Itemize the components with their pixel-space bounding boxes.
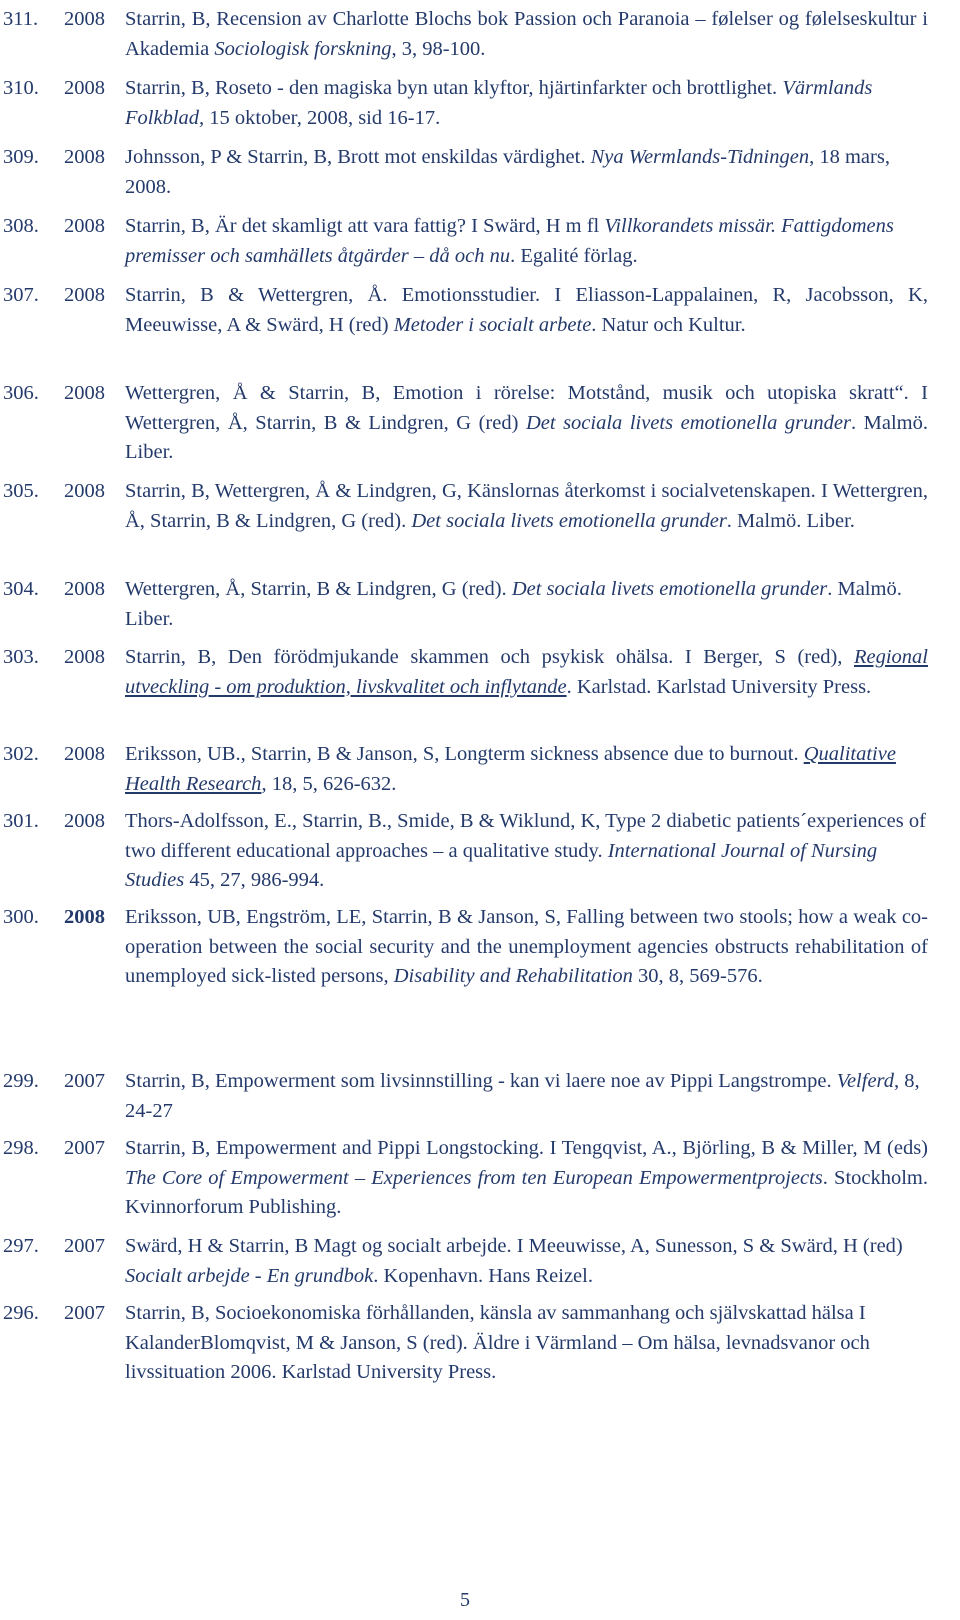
citation-text: , 3, 98-100. (391, 37, 486, 60)
entry-citation (125, 281, 928, 340)
entry-year: 2008 (64, 146, 105, 168)
entry-number: 305. (3, 480, 39, 502)
entry-year: 2008 (64, 578, 105, 600)
citation-title: Disability and Rehabilitation (393, 965, 633, 987)
entry-number: 296. (3, 1302, 39, 1324)
entry-citation (125, 143, 928, 202)
entry-number: 310. (3, 77, 39, 99)
citation-text: Starrin, B, Roseto - den magiska byn utan klyftor, hjärtinfarkter och brottlighet. (125, 77, 783, 99)
citation-text: Thors-Adolfsson, E., Starrin, B., Smide, B & Wiklund, K, Type 2 diabetic patients´experiences of two different educational approaches – a qualitative study. (125, 810, 926, 862)
citation-text: Swärd, H & Starrin, B Magt og socialt arbejde. I Meeuwisse, A, Sunesson, S & Swärd, H (red) (125, 1235, 903, 1257)
entry-number: 301. (3, 810, 39, 832)
citation-text: Eriksson, UB., Starrin, B & Janson, S, Longterm sickness absence due to burnout. (125, 743, 804, 765)
entry-number: 304. (3, 578, 39, 600)
entry-year: 2008 (64, 906, 105, 928)
entry-citation (125, 575, 928, 634)
entry-number: 307. (3, 284, 39, 306)
entry-year: 2008 (64, 810, 105, 832)
citation-title: Det sociala livets emotionella grunder (411, 509, 727, 532)
citation-text: Starrin, B, Wettergren, Å & Lindgren, G, Känslornas återkomst i socialvetenskapen. I Wettergren, Å, Starrin, B & Lindgren, G (red). (125, 480, 928, 532)
entry-citation (125, 212, 928, 271)
citation-text: , 18, 5, 626-632. (261, 772, 397, 795)
citation-text: . Malmö. Liber. (726, 509, 855, 532)
entry-citation (125, 74, 928, 133)
entry-citation (125, 807, 928, 896)
entry-year: 2008 (64, 480, 105, 502)
entry-number: 311. (3, 8, 39, 30)
citation-text: . Stockholm. Kvinnorforum Publishing. (125, 1166, 928, 1218)
entry-citation (125, 1134, 928, 1223)
citation-text: Starrin, B, Socioekonomiska förhållanden, känsla av sammanhang och självskattad hälsa I KalanderBlomqvist, M & Janson, S (red). Äldre i Värmland – Om hälsa, levnadsvanor och livssituation 2006. Karlstad University Press. (125, 1302, 870, 1383)
citation-text: 15 oktober, 2008, sid 16-17. (204, 106, 441, 129)
entry-year: 2007 (64, 1235, 105, 1257)
citation-title: Det sociala livets emotionella grunder (525, 411, 851, 434)
citation-title: The Core of Empowerment – Experiences from ten European Empowermentprojects (125, 1166, 823, 1189)
citation-text: . Malmö. Liber. (125, 578, 902, 630)
entry-year: 2007 (64, 1302, 105, 1324)
citation-text: Starrin, B, Recension av Charlotte Blochs bok Passion och Paranoia – følelser og følelseskultur i Akademia (125, 8, 928, 60)
citation-text: . Malmö. Liber. (125, 411, 929, 463)
entry-year: 2008 (64, 8, 105, 30)
citation-text: Starrin, B, Är det skamligt att vara fattig? I Swärd, H m fl (125, 215, 605, 237)
citation-text: . Egalité förlag. (510, 244, 638, 267)
entry-number: 303. (3, 646, 39, 668)
entry-number: 309. (3, 146, 39, 168)
citation-title: Nya Wermlands-Tidningen (590, 146, 810, 168)
entry-citation (125, 903, 928, 992)
entry-citation (125, 5, 928, 64)
entry-citation (125, 1299, 928, 1388)
citation-text: . Kopenhavn. Hans Reizel. (373, 1264, 593, 1287)
entry-year: 2008 (64, 215, 105, 237)
citation-text: , 18 mars, 2008. (125, 146, 890, 198)
citation-title: Metoder i socialt arbete (393, 313, 592, 336)
citation-text: Johnsson, P & Starrin, B, Brott mot enskildas värdighet. (125, 146, 591, 168)
citation-text: 45, 27, 986-994. (184, 869, 325, 891)
entry-citation (125, 643, 928, 702)
citation-text: . Karlstad. Karlstad University Press. (566, 675, 872, 698)
citation-text: Starrin, B & Wettergren, Å. Emotionsstudier. I Eliasson-Lappalainen, R, Jacobsson, K, Meeuwisse, A & Swärd, H (red) (125, 284, 928, 336)
citation-title: International Journal of Nursing Studies (125, 839, 878, 891)
citation-title: Det sociala livets emotionella grunder (511, 578, 828, 600)
entry-number: 298. (3, 1137, 39, 1159)
citation-text: Eriksson, UB, Engström, LE, Starrin, B & Janson, S, Falling between two stools; how a weak co-operation between the social security and the unemployment agencies obstructs rehabilitation of unemployed sick-listed persons, (125, 906, 928, 987)
entry-year: 2008 (64, 743, 105, 765)
citation-title: Regional utveckling - om produktion, livskvalitet och inflytande (125, 646, 928, 698)
entry-year: 2007 (64, 1137, 105, 1159)
entry-number: 299. (3, 1070, 39, 1092)
citation-text: Starrin, B, Empowerment and Pippi Longstocking. I Tengqvist, A., Björling, B & Miller, M (eds) (125, 1137, 928, 1159)
entry-citation (125, 1232, 928, 1291)
citation-text: Starrin, B, Den förödmjukande skammen och psykisk ohälsa. I Berger, S (red), (125, 646, 854, 668)
entry-citation (125, 1067, 928, 1126)
citation-text: 30, 8, 569-576. (632, 965, 763, 987)
entry-year: 2008 (64, 382, 105, 404)
citation-text: . Natur och Kultur. (591, 313, 746, 336)
page-number: 5 (460, 1589, 470, 1611)
entry-year: 2008 (64, 646, 105, 668)
entry-year: 2008 (64, 77, 105, 99)
entry-citation (125, 379, 928, 468)
entry-number: 302. (3, 743, 39, 765)
citation-text: Starrin, B, Empowerment som livsinnstilling - kan vi laere noe av Pippi Langstrompe. (125, 1070, 837, 1092)
entry-number: 306. (3, 382, 39, 404)
citation-text: Wettergren, Å, Starrin, B & Lindgren, G (red). (125, 578, 512, 600)
citation-text: , 8, 24-27 (125, 1070, 920, 1122)
citation-title: Socialt arbejde - En grundbok (125, 1264, 374, 1287)
citation-title: Qualitative Health Research (125, 743, 896, 795)
entry-citation (125, 740, 928, 799)
entry-number: 308. (3, 215, 39, 237)
entry-number: 297. (3, 1235, 39, 1257)
entry-year: 2007 (64, 1070, 105, 1092)
citation-title: Villkorandets missär. Fattigdomens premisser och samhällets åtgärder – då och nu (125, 215, 894, 267)
entry-number: 300. (3, 906, 39, 928)
citation-title: Velferd (836, 1070, 895, 1092)
citation-text: Wettergren, Å & Starrin, B, Emotion i rörelse: Motstånd, musik och utopiska skratt“. I Wettergren, Å, Starrin, B & Lindgren, G (red) (125, 382, 928, 434)
citation-title: Sociologisk forskning (214, 37, 392, 60)
citation-title: Värmlands Folkblad, (125, 77, 873, 129)
entry-citation (125, 477, 928, 536)
entry-year: 2008 (64, 284, 105, 306)
